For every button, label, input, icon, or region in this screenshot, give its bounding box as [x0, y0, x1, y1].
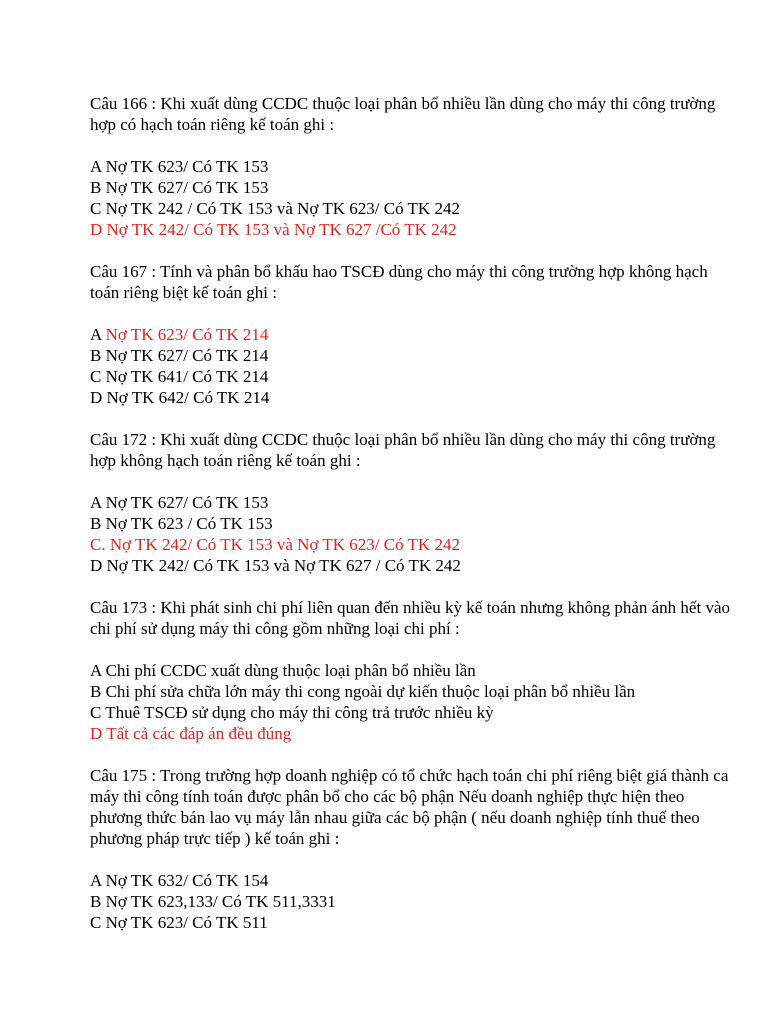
option-a: A Nợ TK 623/ Có TK 153: [90, 157, 269, 176]
option-c-correct: C. Nợ TK 242/ Có TK 153 và Nợ TK 623/ Có TK 242: [90, 535, 460, 554]
option-a: A Chi phí CCDC xuất dùng thuộc loại phân bổ nhiều lần: [90, 661, 476, 680]
question-166: [90, 93, 740, 240]
question-text: Câu 167 : Tính và phân bổ khấu hao TSCĐ dùng cho máy thi công trường hợp không hạch toán riêng biệt kế toán ghi :: [90, 262, 708, 302]
option-c: C Nợ TK 623/ Có TK 511: [90, 913, 268, 932]
option-a: [90, 324, 740, 345]
question-175: [90, 765, 740, 933]
question-172: [90, 429, 740, 576]
option-a: A Nợ TK 632/ Có TK 154: [90, 871, 269, 890]
question-text: Câu 173 : Khi phát sinh chi phí liên quan đến nhiều kỳ kế toán nhưng không phản ánh hết vào chi phí sử dụng máy thi công gồm những loại chi phí :: [90, 598, 730, 638]
option-a-prefix: A: [90, 325, 106, 344]
document-page: [90, 93, 740, 933]
question-text: Câu 175 : Trong trường hợp doanh nghiệp có tổ chức hạch toán chi phí riêng biệt giá thành ca máy thi công tính toán được phân bổ cho các bộ phận Nếu doanh nghiệp thực hiện theo phương thức bán lao vụ máy lẫn nhau giữa các bộ phận ( nếu doanh nghiệp tính thuế theo phương pháp trực tiếp ) kế toán ghi :: [90, 766, 729, 848]
question-text: Câu 172 : Khi xuất dùng CCDC thuộc loại phân bổ nhiều lần dùng cho máy thi công trường hợp không hạch toán riêng kế toán ghi :: [90, 430, 716, 470]
option-c: C Nợ TK 242 / Có TK 153 và Nợ TK 623/ Có TK 242: [90, 199, 460, 218]
option-c: C Nợ TK 641/ Có TK 214: [90, 367, 269, 386]
option-a-correct: Nợ TK 623/ Có TK 214: [105, 325, 269, 344]
option-b: B Nợ TK 623 / Có TK 153: [90, 514, 273, 533]
question-173: [90, 597, 740, 744]
option-b: B Chi phí sửa chữa lớn máy thi cong ngoài dự kiến thuộc loại phân bổ nhiều lần: [90, 682, 636, 701]
option-d-correct: D Tất cả các đáp án đều đúng: [90, 724, 292, 743]
option-d: D Nợ TK 242/ Có TK 153 và Nợ TK 627 / Có TK 242: [90, 556, 461, 575]
option-b: B Nợ TK 627/ Có TK 214: [90, 346, 269, 365]
option-b: B Nợ TK 623,133/ Có TK 511,3331: [90, 892, 336, 911]
question-text: Câu 166 : Khi xuất dùng CCDC thuộc loại phân bổ nhiều lần dùng cho máy thi công trường hợp có hạch toán riêng kế toán ghi :: [90, 94, 716, 134]
question-167: [90, 261, 740, 408]
option-b: B Nợ TK 627/ Có TK 153: [90, 178, 269, 197]
option-c: C Thuê TSCĐ sử dụng cho máy thi công trả trước nhiều kỳ: [90, 703, 494, 722]
option-a: A Nợ TK 627/ Có TK 153: [90, 493, 269, 512]
option-d-correct: D Nợ TK 242/ Có TK 153 và Nợ TK 627 /Có TK 242: [90, 220, 457, 239]
option-d: D Nợ TK 642/ Có TK 214: [90, 388, 270, 407]
